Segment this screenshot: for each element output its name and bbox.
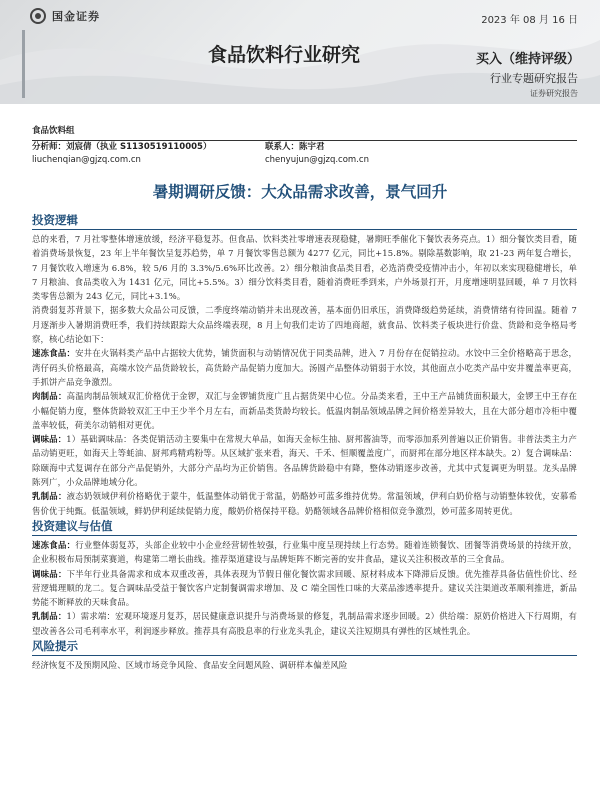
report-date: 2023 年 08 月 16 日: [481, 15, 578, 26]
advice-dairy-text: 1）需求端：宏观环境逐月复苏，居民健康意识提升与消费场景的修复，乳制品需求逐步回暖。2）供给端：原奶价格进入下行周期，有望改善各公司毛利率水平，利润逐步释放。推荐具有高股息率的行业龙头乳企，建议关注短期具有弹性的区域性乳企。: [32, 611, 577, 636]
analyst-email-row: [32, 154, 577, 167]
section-heading-logic: 投资逻辑: [32, 212, 577, 230]
advice-condiment-label: 调味品：: [32, 568, 67, 579]
report-body: [32, 212, 577, 672]
meat-label: 肉制品：: [32, 391, 67, 402]
logic-paragraph-2: 消费弱复苏背景下，据多数大众品公司反馈，二季度终端动销并未出现改善，基本面仍旧承压，消费降级趋势延续，消费情绪有待回温。随着 7 月逐渐步入暑期消费旺季，我们持续跟踪大众品终端表现，8 月上旬我们走访了四地商超，就食品、饮料类子板块进行价盘、货龄和竞争格局考察，核心结论如下：: [32, 305, 577, 345]
frozen-label: 速冻食品：: [32, 348, 76, 359]
condiment-text: 1）基础调味品：各类促销活动主要集中在常规大单品，如海天金标生抽、厨邦酱油等，而零添加系列普遍以正价销售。非普法类主力产品动销更旺，如海天上等蚝油、厨邦鸡精鸡粉等。从区域扩张来看，海天、千禾、恒顺覆盖度广，而厨邦在部分地区样本缺失。2）复合调味品：除颐海中式复调存在部分产品促销外，大部分产品均为正价销售。各品牌货龄稳中有降，整体动销逐步改善，尤其中式复调更为明显。龙头品牌陈列广，小众品牌地域分化。: [32, 434, 577, 488]
contact-email[interactable]: chenyujun@gjzq.com.cn: [265, 155, 369, 165]
header-accent-bar: [22, 30, 25, 98]
dairy-label: 乳制品：: [32, 491, 67, 502]
report-title: 食品饮料行业研究: [208, 44, 361, 66]
section-heading-risk: 风险提示: [32, 638, 577, 656]
report-header: [0, 0, 600, 104]
rating-label: 买入（维持评级）: [475, 52, 580, 67]
main-title: 暑期调研反馈：大众品需求改善，景气回升: [152, 183, 448, 201]
meat-text: 高温肉制品领域双汇价格优于金锣，双汇与金锣铺货度广且占据货架中心位。分品类来看，王中王产品铺货面积最大，金锣王中王存在小幅促销力度，整体货龄较双汇王中王少半个月左右，而新品类货龄均较长。低温肉制品领域品牌之间价格差异较大，且在大部分超市冷柜中覆盖率较低，荷美尔动销相对更优。: [32, 391, 577, 430]
logic-paragraph-dairy: [32, 489, 577, 518]
section-heading-advice: 投资建议与估值: [32, 518, 577, 536]
advice-frozen-label: 速冻食品：: [32, 539, 76, 550]
brand-logo: [30, 8, 100, 24]
contact-name: 联系人：陈宇君: [265, 142, 325, 152]
logic-paragraph-frozen: [32, 346, 577, 389]
analyst-email[interactable]: liuchenqian@gjzq.com.cn: [32, 155, 141, 165]
report-type: 行业专题研究报告: [490, 72, 578, 85]
brand-name: 国金证券: [52, 10, 100, 23]
analyst-name: 分析师：刘宸倩（执业 S1130519110005）: [32, 142, 212, 152]
advice-paragraph-frozen: [32, 538, 577, 567]
analyst-group: 食品饮料组: [32, 126, 75, 136]
advice-condiment-text: 下半年行业具备需求和成本双重改善，具体表现为节假日催化餐饮需求回暖、原材料成本下降滞后反馈。优先推荐具备估值性价比、经营逻辑理顺的龙二。复合调味品受益于餐饮客户定制餐调需求增加、及 C 端全国性口味的大菜品渗透率提升。建议关注渠道改革顺利推进，新品势能不断释放的天味食品。: [32, 568, 577, 608]
analyst-block: [32, 125, 577, 167]
frozen-text: 安井在火锅料类产品中占据较大优势，铺货面积与动销情况优于同类品牌，进入 7 月份存在促销拉动。水饺中三全价格略高于思念，湾仔码头价格最高，高端水饺产品货龄较长，高货龄产品促销力度加大。汤圆产品整体动销弱于水饺，其他面点小吃类产品中安井覆盖率更高，手抓饼产品竞争激烈。: [32, 348, 578, 387]
brand-logo-icon: [30, 8, 46, 24]
logic-paragraph-meat: [32, 389, 577, 432]
advice-paragraph-dairy: [32, 609, 577, 638]
analyst-row: [32, 141, 577, 154]
advice-dairy-label: 乳制品：: [32, 611, 67, 622]
risk-paragraph: 经济恢复不及预期风险、区域市场竞争风险、食品安全问题风险、调研样本偏差风险: [32, 660, 348, 671]
report-sub-label: 证券研究报告: [530, 89, 578, 98]
condiment-label: 调味品：: [32, 434, 67, 445]
advice-paragraph-condiment: [32, 567, 577, 610]
advice-frozen-text: 行业整体弱复苏，头部企业较中小企业经营韧性较强，行业集中度呈现持续上行态势。随着连锁餐饮、团餐等消费场景的持续开放，企业积极布局预制菜赛道，构建第二增长曲线。推荐渠道建设与品牌矩阵不断完善的安井食品，建议关注积极改革的三全食品。: [32, 539, 577, 565]
dairy-text: 液态奶领域伊利价格略优于蒙牛，低温整体动销优于常温，奶酪妙可蓝多维持优势。常温领域，伊利白奶价格与动销整体较优，安慕希售价优于纯甄。低温领域，鲜奶伊利延续促销力度，酸奶价格保持平稳。奶酪领域各品牌价格相似竞争激烈，妙可蓝多周转更优。: [32, 491, 577, 516]
logic-paragraph-1: 总的来看，7 月社零整体增速放缓，经济平稳复苏。但食品、饮料类社零增速表现稳健，暑期旺季催化下餐饮表务亮点。1）细分餐饮类目看，随着消费场景恢复，23 年上半年餐饮呈复苏趋势，单 7 月餐饮零售总额为 4277 亿元，同比+15.8%。剔除基数影响，取 21-23 两年复合增长，7 月餐饮收入增速为 6.8%，较 5/6 月的 3.3%/5.6%环比改善。2）细分粮油食品类目看，必选消费受疫情冲击小，年初以来实现稳健增长，单 7 月粮油、食品类收入为 1431 亿元，同比+5.5%。3）细分饮料类目看，随着消费旺季到来，户外场景打开，月度增速明显回暖，单 7 月饮料类零售总额为 243 亿元，同比+3.1%。: [32, 234, 577, 302]
logic-paragraph-condiment: [32, 432, 577, 489]
